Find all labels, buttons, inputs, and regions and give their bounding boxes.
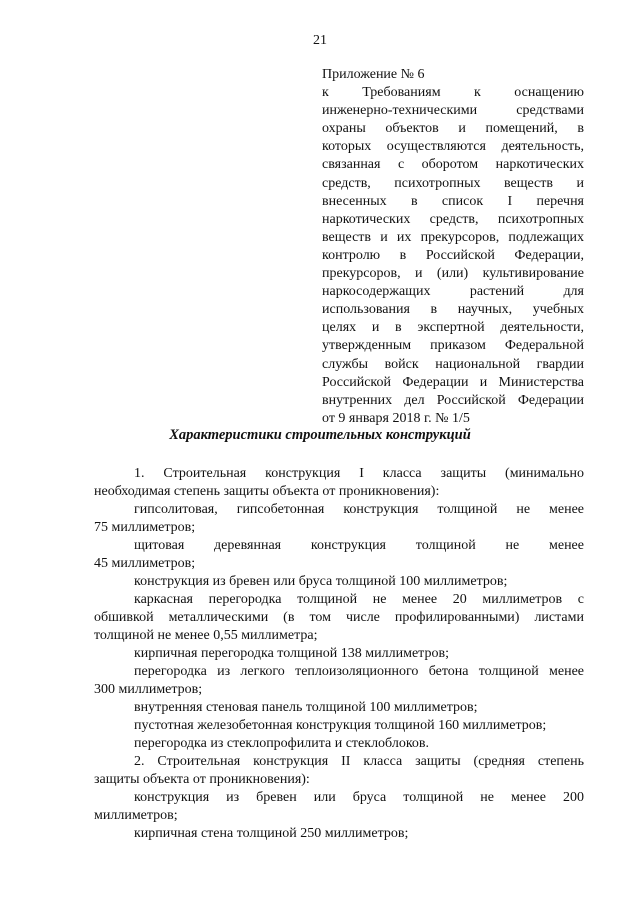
appendix-line: использования в научных, учебных — [322, 302, 584, 318]
body-line: гипсолитовая, гипсобетонная конструкция толщиной не менее — [134, 502, 584, 517]
body-line: щитовая деревянная конструкция толщиной не менее — [134, 538, 584, 553]
appendix-line: Российской Федерации и Министерства — [322, 374, 584, 390]
body-line: 45 миллиметров; — [94, 556, 196, 571]
page-number: 21 — [313, 33, 327, 48]
body-line: кирпичная перегородка толщиной 138 миллиметров; — [134, 646, 449, 661]
appendix-line: веществ и их прекурсоров, подлежащих — [322, 229, 584, 245]
appendix-line: утвержденным приказом Федеральной — [322, 338, 584, 354]
body-line: защиты объекта от проникновения): — [94, 772, 310, 787]
body-line: 75 миллиметров; — [94, 520, 196, 535]
appendix-line: службы войск национальной гвардии — [322, 356, 584, 372]
appendix-line: инженерно-техническими средствами — [322, 103, 584, 119]
body-line: 2. Строительная конструкция II класса защиты (средняя степень — [134, 754, 584, 769]
body-line: конструкция из бревен или бруса толщиной не менее 200 — [134, 790, 584, 805]
body-line: миллиметров; — [94, 808, 178, 823]
appendix-line: внутренних дел Российской Федерации — [322, 392, 584, 408]
body-line: толщиной не менее 0,55 миллиметра; — [94, 628, 318, 643]
body-line: необходимая степень защиты объекта от проникновения): — [94, 484, 440, 499]
body-line: обшивкой металлическими (в том числе профилированными) листами — [94, 610, 584, 625]
body-line: 300 миллиметров; — [94, 682, 203, 697]
appendix-line: которых осуществляются деятельность, — [322, 139, 584, 155]
body-line: каркасная перегородка толщиной не менее 20 миллиметров с — [134, 592, 584, 607]
body-line: перегородка из стеклопрофилита и стеклоблоков. — [134, 736, 430, 751]
body-line: конструкция из бревен или бруса толщиной 100 миллиметров; — [134, 574, 508, 589]
body-text — [94, 465, 584, 843]
body-line: перегородка из легкого теплоизоляционного бетона толщиной менее — [134, 664, 584, 679]
appendix-line: прекурсоров, и (или) культивирование — [322, 266, 584, 282]
appendix-line: к Требованиям к оснащению — [322, 85, 584, 101]
appendix-line: контролю в Российской Федерации, — [322, 247, 584, 263]
body-line: внутренняя стеновая панель толщиной 100 миллиметров; — [134, 700, 478, 715]
appendix-header — [322, 66, 584, 428]
appendix-line: наркотических средств, психотропных — [322, 211, 584, 227]
section-title: Характеристики строительных конструкций — [169, 427, 471, 443]
appendix-line: от 9 января 2018 г. № 1/5 — [322, 410, 470, 426]
appendix-line: наркосодержащих растений для — [322, 284, 584, 300]
appendix-line: средств, психотропных веществ и — [322, 175, 584, 191]
appendix-line: связанная с оборотом наркотических — [322, 157, 584, 173]
body-line: пустотная железобетонная конструкция толщиной 160 миллиметров; — [134, 718, 547, 733]
appendix-line: внесенных в список I перечня — [322, 193, 584, 209]
appendix-line: Приложение № 6 — [322, 67, 425, 82]
body-line: 1. Строительная конструкция I класса защиты (минимально — [134, 466, 584, 481]
appendix-line: целях и в экспертной деятельности, — [322, 320, 584, 336]
appendix-line: охраны объектов и помещений, в — [322, 121, 584, 137]
body-line: кирпичная стена толщиной 250 миллиметров; — [134, 826, 409, 841]
